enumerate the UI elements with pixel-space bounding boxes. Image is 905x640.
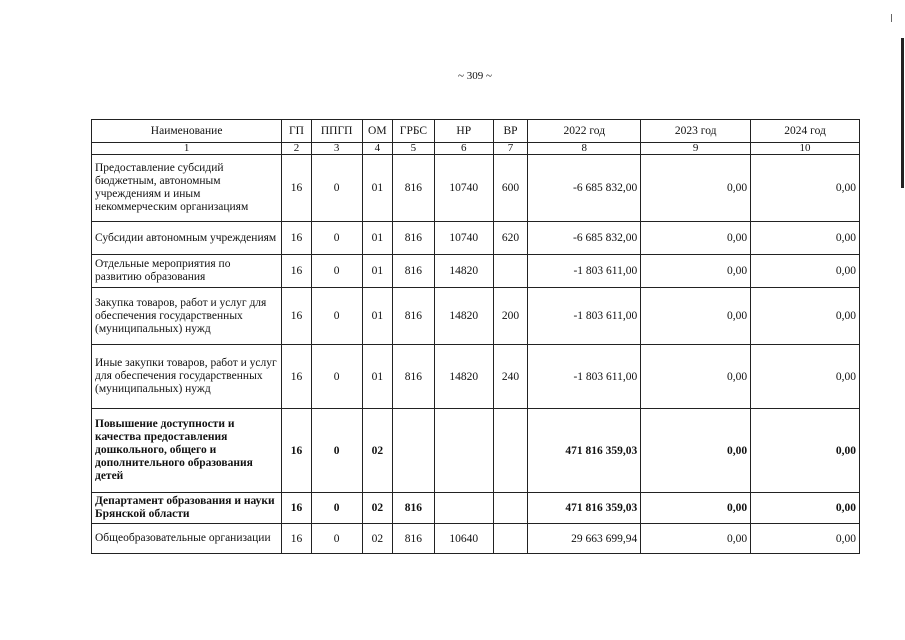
cell-vr [493,524,528,554]
cell-2023: 0,00 [641,524,751,554]
scan-edge-line [901,38,904,188]
cell-2024: 0,00 [751,493,860,524]
cell-2024: 0,00 [751,409,860,493]
cell-vr [493,255,528,288]
header-vr: ВР [493,120,528,143]
table-row [92,524,860,554]
cell-nr: 10640 [434,524,493,554]
cell-2023: 0,00 [641,255,751,288]
cell-grbs: 816 [393,524,435,554]
cell-nr [434,409,493,493]
cell-2024: 0,00 [751,255,860,288]
header-nr: НР [434,120,493,143]
header-om: ОМ [362,120,393,143]
column-number: 3 [311,143,362,155]
cell-gp: 16 [282,155,311,222]
cell-nr: 14820 [434,288,493,345]
cell-2023: 0,00 [641,345,751,409]
header-name: Наименование [92,120,282,143]
row-name: Субсидии автономным учреждениям [92,222,282,255]
column-number: 10 [751,143,860,155]
cell-grbs: 816 [393,493,435,524]
column-number: 7 [493,143,528,155]
cell-om: 02 [362,524,393,554]
header-2023: 2023 год [641,120,751,143]
column-number: 1 [92,143,282,155]
column-number: 6 [434,143,493,155]
cell-2022: -1 803 611,00 [528,288,641,345]
cell-grbs: 816 [393,222,435,255]
cell-gp: 16 [282,493,311,524]
cell-2022: -6 685 832,00 [528,222,641,255]
cell-gp: 16 [282,288,311,345]
cell-vr [493,409,528,493]
header-2024: 2024 год [751,120,860,143]
scan-artifact [891,14,892,22]
cell-om: 01 [362,255,393,288]
cell-2022: -1 803 611,00 [528,255,641,288]
cell-grbs [393,409,435,493]
cell-2022: 471 816 359,03 [528,493,641,524]
row-name: Предоставление субсидий бюджетным, автономным учреждениям и иным некоммерческим организациям [92,155,282,222]
cell-ppgp: 0 [311,255,362,288]
budget-table [91,119,860,554]
cell-om: 01 [362,155,393,222]
table-row [92,493,860,524]
row-name: Закупка товаров, работ и услуг для обеспечения государственных (муниципальных) нужд [92,288,282,345]
cell-vr: 200 [493,288,528,345]
cell-nr [434,493,493,524]
row-name: Общеобразовательные организации [92,524,282,554]
cell-2024: 0,00 [751,288,860,345]
cell-vr: 600 [493,155,528,222]
cell-vr: 620 [493,222,528,255]
cell-om: 01 [362,288,393,345]
cell-ppgp: 0 [311,288,362,345]
cell-gp: 16 [282,255,311,288]
row-name: Иные закупки товаров, работ и услуг для обеспечения государственных (муниципальных) нужд [92,345,282,409]
cell-om: 01 [362,345,393,409]
cell-gp: 16 [282,222,311,255]
header-row [92,120,860,143]
cell-ppgp: 0 [311,524,362,554]
row-name: Департамент образования и науки Брянской области [92,493,282,524]
cell-grbs: 816 [393,288,435,345]
cell-vr [493,493,528,524]
cell-2023: 0,00 [641,493,751,524]
cell-ppgp: 0 [311,493,362,524]
cell-om: 02 [362,409,393,493]
cell-2024: 0,00 [751,345,860,409]
page-number: ~ 309 ~ [458,70,492,82]
row-name: Повышение доступности и качества предоставления дошкольного, общего и дополнительного образования детей [92,409,282,493]
cell-2022: 471 816 359,03 [528,409,641,493]
cell-2024: 0,00 [751,524,860,554]
cell-ppgp: 0 [311,409,362,493]
header-ppgp: ППГП [311,120,362,143]
column-number: 9 [641,143,751,155]
header-gp: ГП [282,120,311,143]
table-row [92,255,860,288]
cell-2023: 0,00 [641,155,751,222]
cell-gp: 16 [282,524,311,554]
header-2022: 2022 год [528,120,641,143]
cell-om: 01 [362,222,393,255]
cell-2022: -1 803 611,00 [528,345,641,409]
column-number: 4 [362,143,393,155]
cell-2022: -6 685 832,00 [528,155,641,222]
cell-grbs: 816 [393,345,435,409]
cell-2022: 29 663 699,94 [528,524,641,554]
cell-ppgp: 0 [311,222,362,255]
cell-nr: 14820 [434,255,493,288]
cell-grbs: 816 [393,155,435,222]
cell-nr: 10740 [434,222,493,255]
cell-ppgp: 0 [311,155,362,222]
table-row [92,345,860,409]
cell-grbs: 816 [393,255,435,288]
cell-2024: 0,00 [751,155,860,222]
cell-2023: 0,00 [641,222,751,255]
cell-2023: 0,00 [641,409,751,493]
cell-gp: 16 [282,409,311,493]
header-grbs: ГРБС [393,120,435,143]
cell-nr: 14820 [434,345,493,409]
row-name: Отдельные мероприятия по развитию образования [92,255,282,288]
column-number-row [92,143,860,155]
cell-ppgp: 0 [311,345,362,409]
column-number: 8 [528,143,641,155]
cell-nr: 10740 [434,155,493,222]
cell-gp: 16 [282,345,311,409]
table-row [92,409,860,493]
cell-om: 02 [362,493,393,524]
table-row [92,222,860,255]
table-row [92,155,860,222]
column-number: 2 [282,143,311,155]
cell-vr: 240 [493,345,528,409]
cell-2024: 0,00 [751,222,860,255]
cell-2023: 0,00 [641,288,751,345]
table-row [92,288,860,345]
column-number: 5 [393,143,435,155]
